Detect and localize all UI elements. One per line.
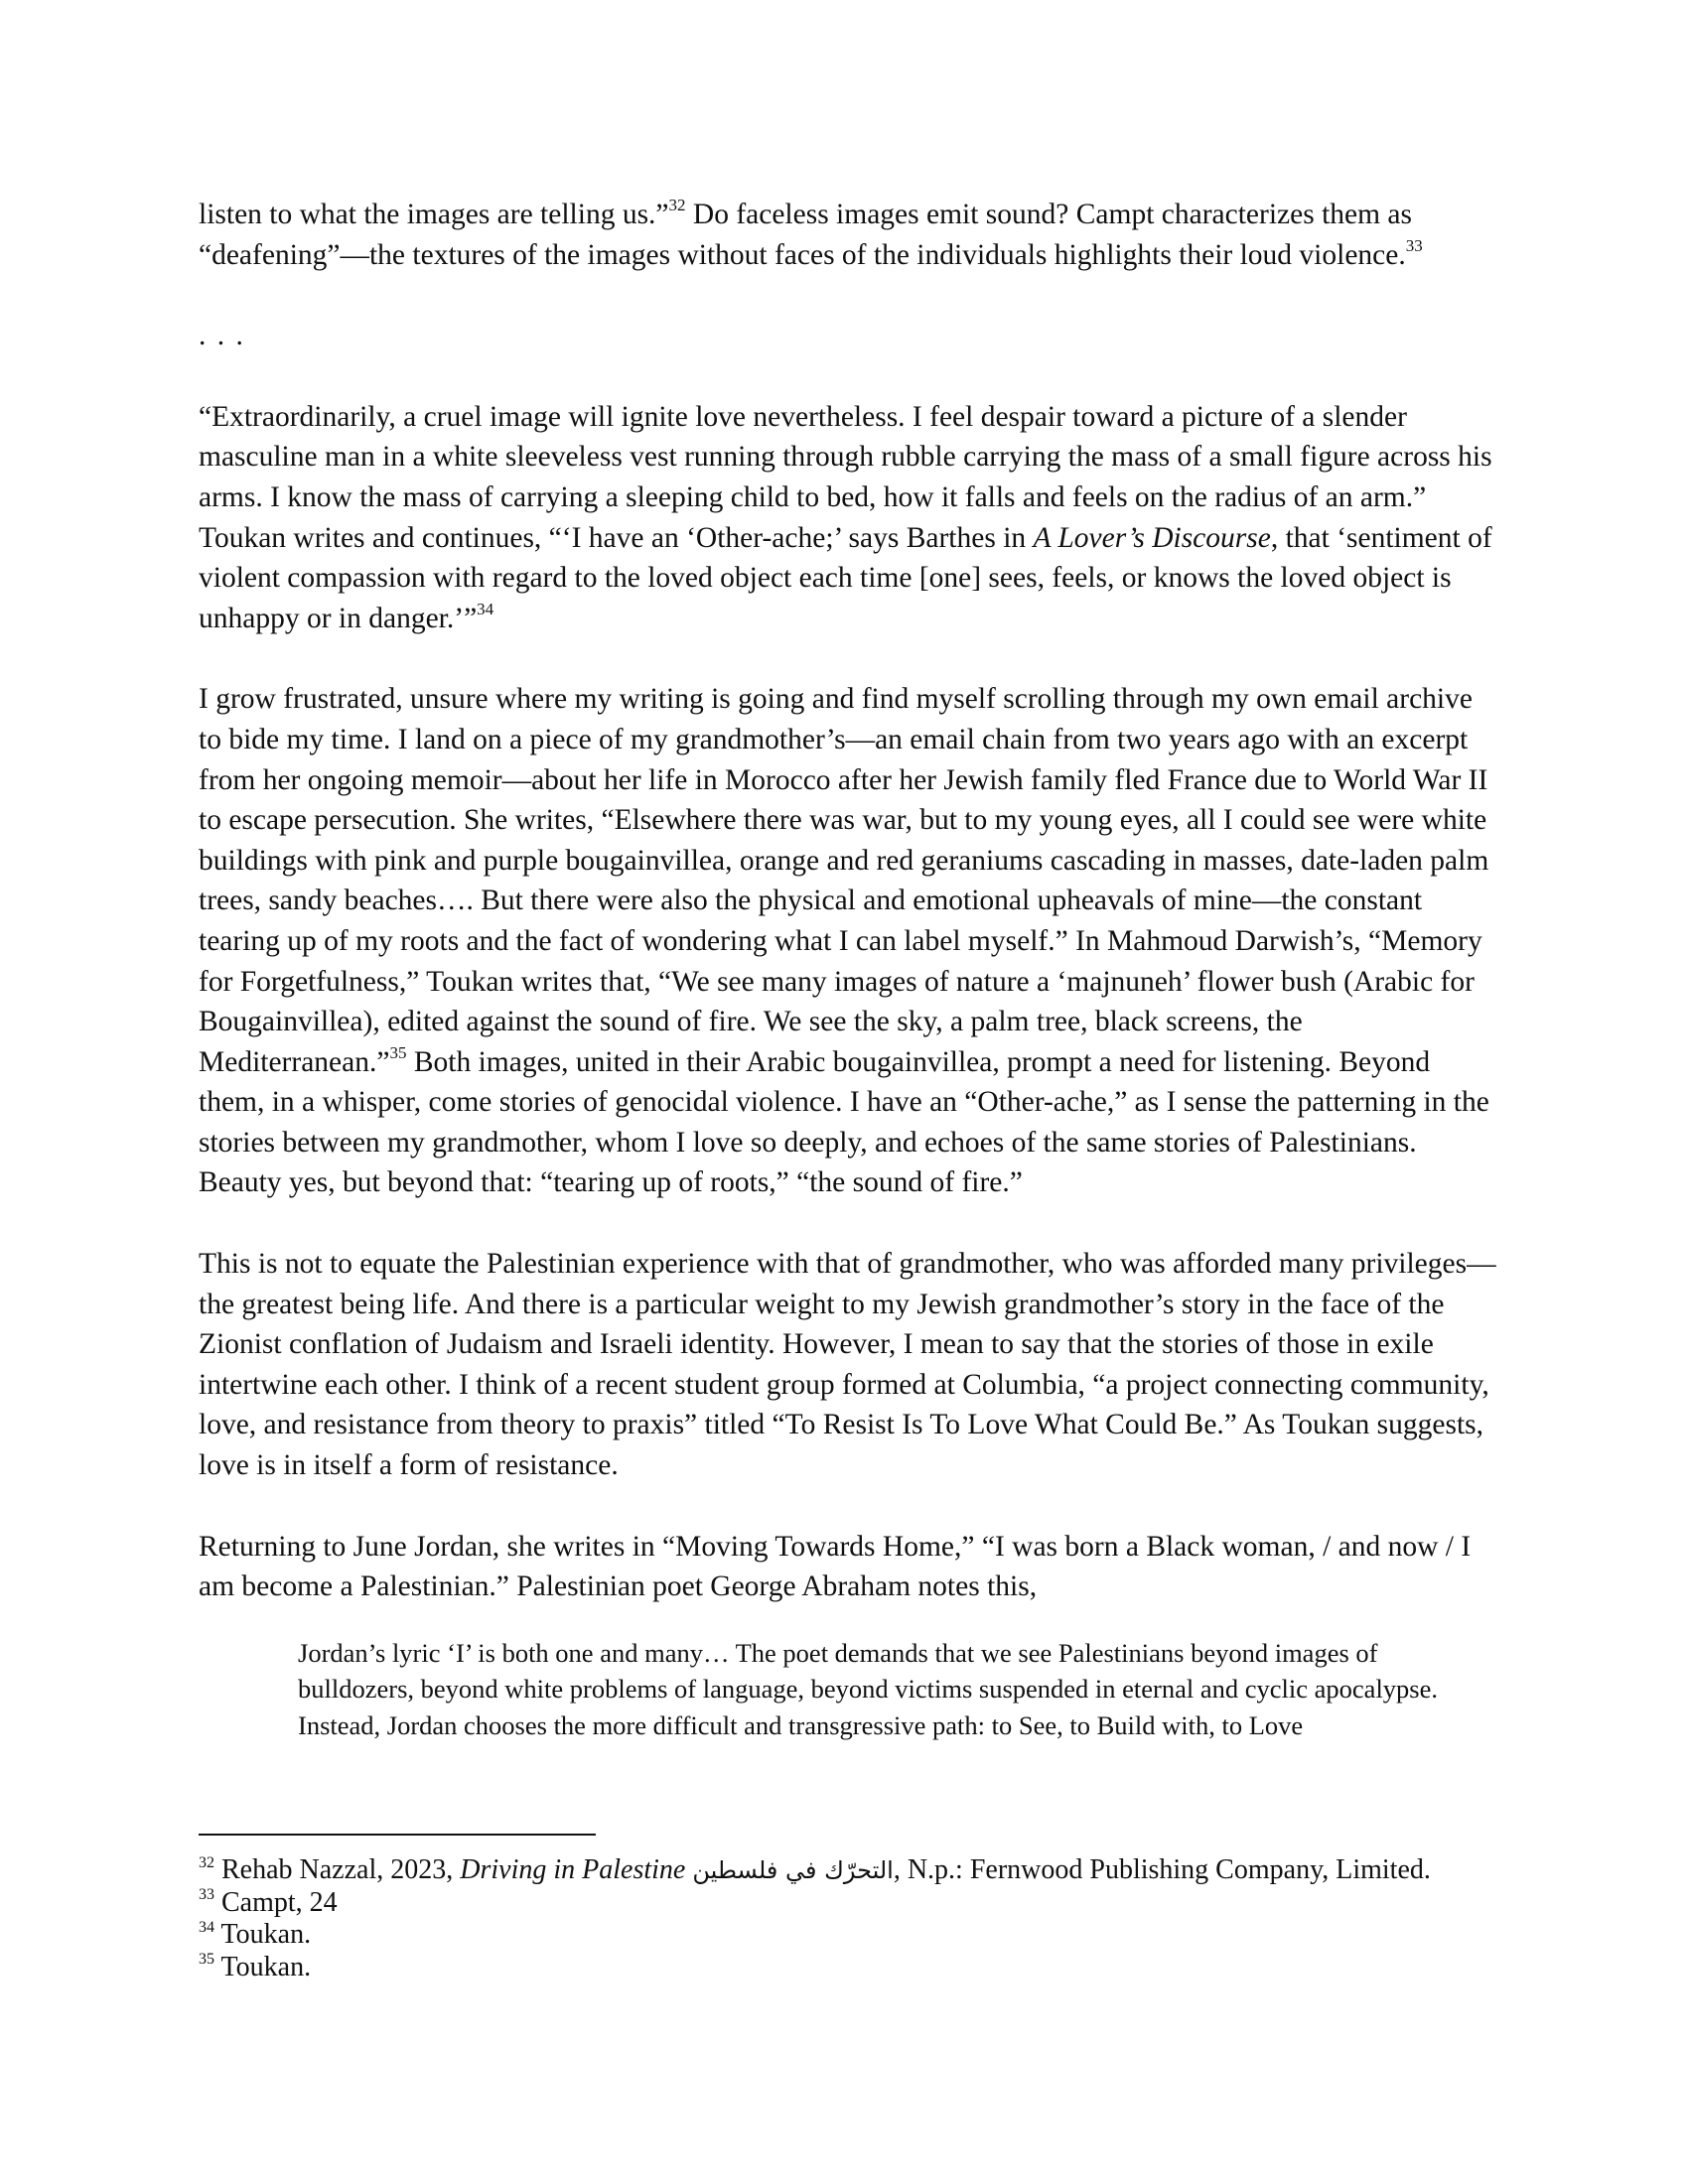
footnotes (199, 1854, 1499, 1983)
paragraph-text: I grow frustrated, unsure where my writing is going and find myself scrolling through my own email archive to bide my time. I land on a piece of my grandmother’s—an email chain from two years ago with an excerpt from her ongoing memoir—about her life in Morocco after her Jewish family fled France due to World War II to escape persecution. She writes, “Elsewhere there was war, but to my young eyes, all I could see were white buildings with pink and purple bougainvillea, orange and red geraniums cascading in masses, date-laden palm trees, sandy beaches…. But there were also the physical and emotional upheavals of mine—the constant tearing up of my roots and the fact of wondering what I can label myself.” In Mahmoud Darwish’s, “Memory for Forgetfulness,” Toukan writes that, “We see many images of nature a ‘majnuneh’ flower bush (Arabic for Bougainvillea), edited against the sound of fire. We see the sky, a palm tree, black screens, the Mediterranean.” (199, 683, 1489, 1078)
document-body (199, 195, 1499, 1743)
paragraph-campt (199, 195, 1499, 275)
footnote-33 (199, 1887, 1499, 1920)
paragraph-exile: This is not to equate the Palestinian experience with that of grandmother, who was afforded many privileges—the greatest being life. And there is a particular weight to my Jewish grandmother’s story in the face of the Zionist conflation of Judaism and Israeli identity. However, I mean to say that the stories of those in exile intertwine each other. I think of a recent student group formed at Columbia, “a project connecting community, love, and resistance from theory to praxis” titled “To Resist Is To Love What Could Be.” As Toukan suggests, love is in itself a form of resistance. (199, 1248, 1496, 1482)
block-quote-abraham: Jordan’s lyric ‘I’ is both one and many… The poet demands that we see Palestinians beyond images of bulldozers, beyond white problems of language, beyond victims suspended in eternal and cyclic apocalypse. Instead, Jordan chooses the more difficult and transgressive path: to See, to Build with, to Love (298, 1637, 1439, 1740)
section-break-ellipsis: . . . (199, 320, 245, 352)
paragraph-text: , that ‘sentiment of violent compassion with regard to the loved object each time [one] sees, feels, or knows the loved object is unhappy or in danger.’” (199, 521, 1492, 634)
footnote-32 (199, 1854, 1499, 1887)
paragraph-june-jordan: Returning to June Jordan, she writes in “Moving Towards Home,” “I was born a Black woman, / and now / I am become a Palestinian.” Palestinian poet George Abraham notes this, (199, 1530, 1472, 1603)
footnote-number: 33 (199, 1886, 214, 1904)
footnote-ref-34[interactable]: 34 (477, 599, 494, 618)
footnote-separator (199, 1834, 596, 1836)
footnote-number: 35 (199, 1951, 214, 1969)
footnote-ref-33[interactable]: 33 (1405, 235, 1423, 255)
footnote-text: Campt, 24 (214, 1886, 338, 1918)
paragraph-text: listen to what the images are telling us.” (199, 199, 669, 230)
footnote-text: Toukan. (214, 1919, 312, 1950)
paragraph-text: Do faceless images emit sound? Campt characterizes them as “deafening”—the textures of the images without faces of the individuals highlights their loud violence. (199, 199, 1413, 271)
footnote-text: Toukan. (214, 1951, 312, 1982)
footnote-number: 32 (199, 1853, 214, 1871)
book-title: A Lover’s Discourse (1033, 521, 1271, 554)
footnote-text: , N.p.: Fernwood Publishing Company, Limited. (893, 1854, 1431, 1885)
paragraph-text: “Extraordinarily, a cruel image will ignite love nevertheless. I feel despair toward a picture of a slender masculine man in a white sleeveless vest running through rubble carrying the mass of a small figure across his arms. I know the mass of carrying a sleeping child to bed, how it falls and feels on the radius of an arm.” Toukan writes and continues, “‘I have an ‘Other-ache;’ says Barthes in (199, 400, 1492, 554)
footnote-34 (199, 1919, 1499, 1952)
footnote-number: 34 (199, 1918, 214, 1936)
footnote-35 (199, 1952, 1499, 1984)
footnote-text: Rehab Nazzal, 2023, (214, 1854, 461, 1885)
arabic-title: التحرّك في فلسطين (692, 1856, 894, 1884)
paragraph-grandmother (199, 679, 1499, 1203)
footnote-ref-32[interactable]: 32 (668, 196, 686, 215)
paragraph-text: Both images, united in their Arabic bougainvillea, prompt a need for listening. Beyond them, in a whisper, come stories of genocidal violence. I have an “Other-ache,” as I sense the patterning in the stories between my grandmother, whom I love so deeply, and echoes of the same stories of Palestinians. Beauty yes, but beyond that: “tearing up of roots,” “the sound of fire.” (199, 1045, 1489, 1199)
book-title: Driving in Palestine (460, 1854, 686, 1885)
paragraph-toukan-barthes (199, 397, 1499, 639)
footnote-ref-35[interactable]: 35 (389, 1042, 407, 1062)
